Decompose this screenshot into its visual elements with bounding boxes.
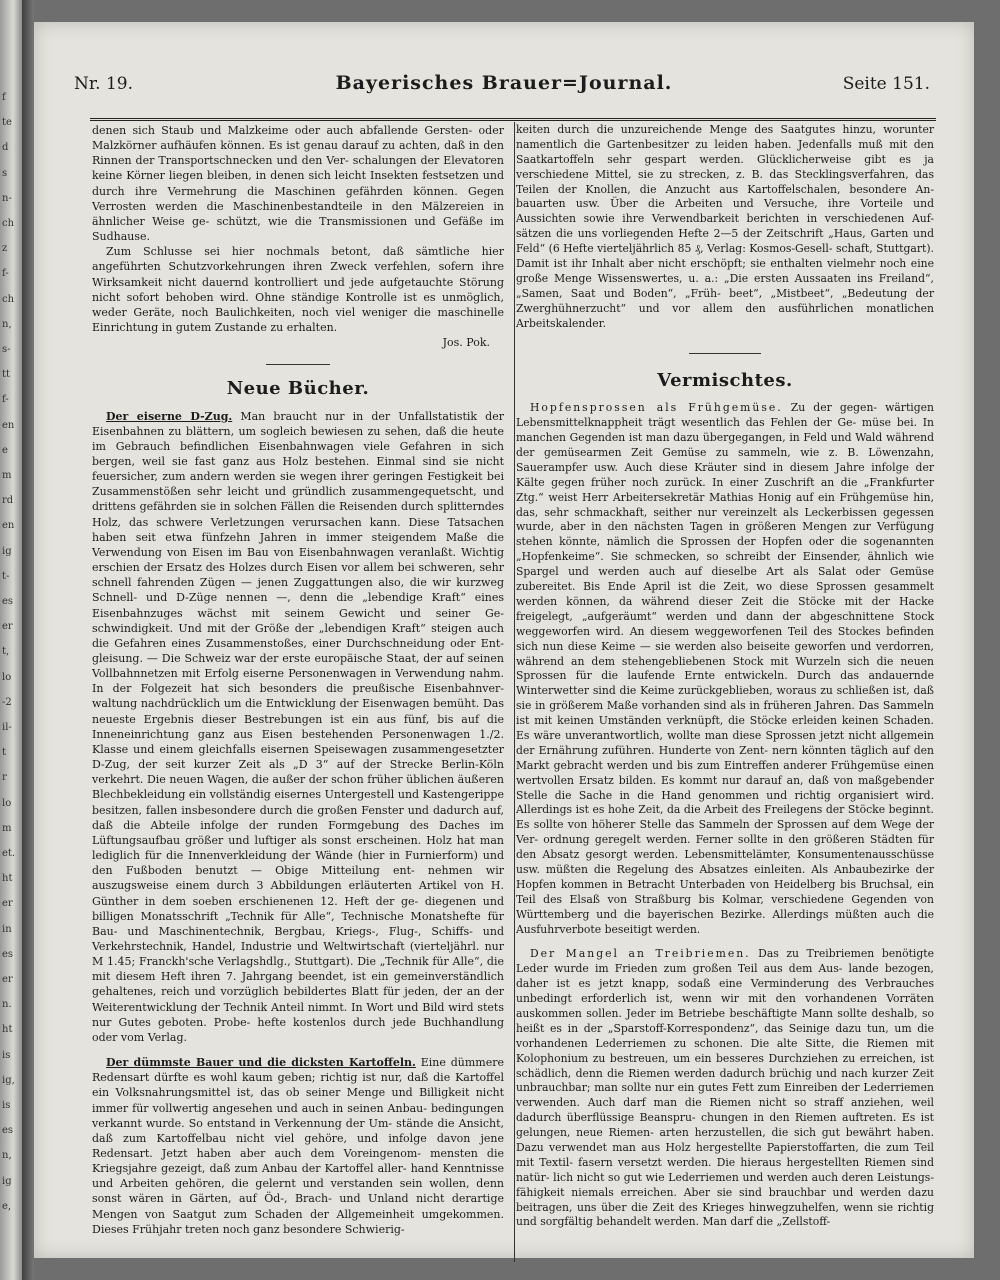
item-heading: Hopfensprossen als Frühgemüse. [530,401,783,415]
column-divider [514,122,515,1262]
adjacent-page-fragment: er [2,898,13,910]
adjacent-page-fragment: ht [2,873,13,885]
adjacent-page-fragment: n. [2,999,12,1011]
adjacent-page-fragment: rd [2,495,14,507]
item-heading: Der Mangel an Treibriemen. [530,947,751,961]
adjacent-page-fragment: r [2,772,7,784]
adjacent-page-fragment: es [2,948,14,960]
left-column [92,123,504,1237]
review-body: Man braucht nur in der Unfallstatistik der Eisenbahnen zu blättern, um sogleich bewiesen zu sehen, daß die heute im Gebrauch befindlichen Eisenbahnwagen viele Gefahren in sich bergen, weil sie fast ganz aus Holz bestehen. Einmal sind sie nicht feuersicher, zum andern werden sie wegen ihrer geringen Festigkeit bei Zusammenstößen sehr leicht und gründlich zusammengequetscht, und drittens gefährden sie in solchen Fällen die Reisenden durch splitterndes Holz, das schwere Verletzungen verursachen kann. Diese Tatsachen haben seit etwa fünfzehn Jahren in immer steigendem Maße die Verwendung von Eisen im Bau von Eisenbahnwagen veranlaßt. Wichtig erschien der Ersatz des Holzes durch Eisen vor allem bei schweren, sehr schnell fahrenden Zügen — jenen Zuggattungen also, die wir kurzweg Schnell- und D-Züge nennen —, denn die „lebendige Kraft“ eines Eisenbahnzuges wächst mit seinem Gewicht und seiner Ge- schwindigkeit. Und mit der Größe der „lebendigen Kraft“ steigen auch die Gefahren eines Zusammenstoßes, einer Durchschneidung oder Ent- gleisung. — Die Schweiz war der erste europäische Staat, der auf seinen Vollbahnnetzen mit Erfolg eiserne Personenwagen in Verwendung nahm. In der Folgezeit hat sich besonders die preußische Eisenbahnver- waltung nachdrücklich um die Entwicklung der Eisenwagen bemüht. Das neueste Ergebnis dieser Bestrebungen ist ein aus fünf, bis auf die Inneneinrichtung ganz aus Eisen bestehenden Personenwagen 1./2. Klasse und einem gleichfalls eisernen Speisewagen zusammengesetzter D-Zug, der seit kurzer Zeit als „D 3“ auf der Strecke Berlin-Köln verkehrt. Die neuen Wagen, die außer der schon früher üblichen äußeren Blechbekleidung ein vollständig eisernes Untergestell und Kastengerippe besitzen, fallen insbesondere durch die großen Fenster und dadurch auf, daß die Abteile infolge der runden Formgebung des Daches im Lüftungsaufbau größer und luftiger als sonst erscheinen. Holz hat man lediglich für die Innenverkleidung der Wände (hier in Furnierform) und den Fußboden benutzt — Obige Mitteilung ent- nehmen wir auszugsweise einem durch 3 Abbildungen erläuterten Artikel von H. Günther in dem soeben erschienenen 12. Heft der ge- diegenen und billigen Monatsschrift „Technik für Alle“, Technische Monatshefte für Bau- und Maschinentechnik, Bergbau, Kriegs-, Flug-, Schiffs- und Verkehrstechnik, Handel, Industrie und Weltwirtschaft (vierteljährl. nur M 1.45; Franckh'sche Verlagshdlg., Stuttgart). Die „Technik für Alle“, die mit diesem Heft ihren 7. Jahrgang beendet, ist ein gemeinverständlich gehaltenes, reich und vorzüglich bebildertes Blatt für jeden, der an der Weiterentwicklung der Technik Anteil nimmt. In Wort und Bild wird stets nur Gutes geboten. Probe- hefte kostenlos durch jede Buchhandlung oder vom Verlag. [92,409,504,1044]
adjacent-page-fragment: m [2,822,12,834]
news-item-hop-sprouts [516,401,934,937]
review-continuation: keiten durch die unzureichende Menge des Saatgutes hinzu, worunter namentlich die Gartenbesitzer zu leiden haben. Jedenfalls muß mit den Saatkartoffeln sehr gespart werden. Glücklicherweise gibt es ja verschiedene Mittel, sie zu strecken, z. B. das Stecklingsverfahren, das Teilen der Knollen, die Anzucht aus Kartoffelschalen, besondere An- bauarten usw. Über die Arbeiten und Versuche, ihre Vorteile und Aussichten sowie ihre Verwendbarkeit berichten in verschiedenen Auf- sätzen die uns vorliegenden Hefte 2—5 der Zeitschrift „Haus, Garten und Feld“ (6 Hefte vierteljährlich 85 ₰, Verlag: Kosmos-Gesell- schaft, Stuttgart). Damit ist ihr Inhalt aber nicht erschöpft; sie enthalten vielmehr noch eine große Menge Wissenswertes, u. a.: „Die ersten Aussaaten ins Freiland“, „Samen, Saat und Boden“, „Früh- beet“, „Mistbeet“, „Bedeutung der Zwerghühnerzucht“ und vor allem den ausführlichen monatlichen Arbeitskalender. [516,123,934,330]
adjacent-page-fragment: ch [2,293,15,305]
article-closing-paragraph: Zum Schlusse sei hier nochmals betont, daß sämtliche hier angeführten Schutzvorkehrungen ihren Zweck verfehlen, sofern ihre Wirksamkeit nicht dauernd kontrolliert und jede aufgetauchte Störung nicht sofort behoben wird. Ohne ständige Kontrolle ist es unmöglich, weder Geräte, noch Baulichkeiten, noch viel weniger die maschinelle Einrichtung in gutem Zustande zu erhalten. [92,245,504,335]
issue-number: Nr. 19. [74,74,133,94]
review-heading: Der dümmste Bauer und die dicksten Kartoffeln. [106,1056,416,1070]
adjacent-page-fragment: ig [2,1175,12,1187]
page-header [74,68,934,98]
adjacent-page-fragment: es [2,596,14,607]
adjacent-page-fragment: en [2,520,15,532]
adjacent-page-fragment: en [2,419,15,431]
adjacent-page-fragment: in [2,923,12,935]
adjacent-page-fragment: il- [2,722,12,733]
adjacent-page-fragment: n, [2,318,12,330]
adjacent-page-fragment: is [2,1100,11,1111]
adjacent-page-strip [0,0,22,1280]
adjacent-page-fragment: -2 [2,696,12,708]
book-review-iron-train [92,409,504,1046]
adjacent-page-fragment: er [2,974,13,985]
adjacent-page-fragment: f [2,92,6,103]
adjacent-page-fragment: ch [2,218,15,229]
adjacent-page-fragment: lo [2,671,12,683]
adjacent-page-fragment: m [2,470,12,481]
adjacent-page-fragment: e [2,444,8,456]
review-body: Eine dümmere Redensart dürfte es wohl kaum geben; richtig ist nur, daß die Kartoffel ein Volksnahrungsmittel ist, das ob seiner Menge und Billigkeit nicht immer für vollwertig angesehen und auch in seinen Anbau- bedingungen verkannt wurde. So entstand in Verkennung der Um- stände die Ansicht, daß zum Kartoffelbau nicht viel gehöre, und infolge davon jene Redensart. Jetzt haben aber auch dem Voreingenom- mensten die Kriegsjahre gezeigt, daß zum Anbau der Kartoffel aller- hand Kenntnisse und Arbeiten gehören, die gelernt und verstanden sein wollen, denn sonst wären in Gärten, auf Öd-, Brach- und Unland nicht derartige Mengen von Saatgut zum Schaden der Allgemeinheit umgekommen. Dieses Frühjahr treten noch ganz besondere Schwierig- [92,1056,504,1236]
adjacent-page-fragment: te [2,117,12,129]
adjacent-page-fragment: e, [2,1200,12,1212]
adjacent-page-fragment: t, [2,646,10,658]
adjacent-page-fragment: s- [2,344,11,355]
news-item-drive-belts [516,947,934,1230]
article-continuation: denen sich Staub und Malzkeime oder auch abfallende Gersten- oder Malzkörner aufhäufen können. Es ist genau darauf zu achten, daß in den Rinnen der Transportschnecken und den Ver- schalungen der Elevatoren keine Körner liegen bleiben, in denen sich leicht Insekten festsetzen und durch ihre Vermehrung die Maschinen gefährden können. Gegen Verrosten werden die Maschinenbestandteile in den Mälzereien in ähnlicher Weise ge- schützt, wie die Transmissionen und Gefäße im Sudhause. [92,124,504,244]
author-signature: Jos. Pok. [442,336,490,350]
header-rule [90,118,936,121]
newspaper-page [34,22,974,1258]
adjacent-page-fragment: f- [2,394,9,406]
adjacent-page-fragment: lo [2,797,12,809]
review-heading: Der eiserne D-Zug. [106,409,233,423]
adjacent-page-fragment: f- [2,268,9,280]
section-separator [689,353,761,354]
adjacent-page-fragment: es [2,1125,14,1137]
right-column [516,123,934,1230]
adjacent-page-fragment: tt [2,369,11,381]
adjacent-page-fragment: n, [2,1150,12,1162]
adjacent-page-fragment: t- [2,570,10,582]
adjacent-page-fragment: z [2,243,8,255]
adjacent-page-fragment: s [2,167,8,179]
adjacent-page-fragment: ig [2,545,12,557]
section-separator [266,364,330,365]
journal-title: Bayerisches Brauer=Journal. [335,72,673,94]
adjacent-page-fragment: n- [2,192,12,204]
adjacent-page-fragment: t [2,747,7,759]
book-review-potatoes [92,1055,504,1237]
section-heading-vermischtes: Vermischtes. [657,370,793,392]
section-heading-neue-buecher: Neue Bücher. [226,378,370,400]
page-number: Seite 151. [842,74,930,94]
adjacent-page-fragment: ht [2,1024,13,1036]
adjacent-page-fragment: et. [2,848,16,859]
adjacent-page-fragment: ig, [2,1074,15,1086]
adjacent-page-fragment: d [2,142,9,154]
item-body: Zu der gegen- wärtigen Lebensmittelknappheit trägt wesentlich das Fehlen der Ge- müse bei. In manchen Gegenden ist man dazu übergegangen, in Feld und Wald während der gemüsearmen Zeit Gemüse zu sammeln, wie z. B. Löwenzahn, Sauerampfer usw. Auch diese Kräuter sind in diesem Jahre infolge der Kälte gegen früher noch zurück. In einer Zuschrift an die „Frankfurter Ztg.“ weist Herr Arbeitersekretär Mathias Honig auf ein Frühgemüse hin, das, sehr schmackhaft, seither nur vereinzelt als Leckerbissen gegessen wurde, aber in den nächsten Tagen in größeren Mengen zur Verfügung stehen könnte, nämlich die Sprossen der Hopfen oder die sogenannten „Hopfenkeime“. Sie schmecken, so schreibt der Einsender, ähnlich wie Spargel und werden auch auf dieselbe Art als Salat oder Gemüse zubereitet. Bis Ende April ist die Zeit, wo diese Sprossen gesammelt werden können, da während dieser Zeit die Stöcke mit der Hacke freigelegt, „aufgeräumt“ werden und dann der abgeschnittene Stock weggeworfen wird. An diesem weggeworfenen Teil des Stockes befinden sich nun diese Keime — sie werden also beiseite geworfen und verdorren, während an dem stehengebliebenen Stock mit Wurzeln sich die neuen Sprossen für die laufende Ernte entwickeln. Durch das andauernde Winterwetter sind die Keime zurückgeblieben, woraus zu schließen ist, daß sie in größerem Maße vorhanden sind als in früheren Jahren. Das Sammeln ist mit keinen Umständen verknüpft, die Stöcke erleiden keinen Schaden. Es wäre unverantwortlich, wollte man diese Sprossen jetzt nicht allgemein der Ernährung zuführen. Hunderte von Zent- nern könnten täglich auf den Markt gebracht werden und bis zum Eintreffen anderer Frühgemüse einen wertvollen Ersatz bilden. Es kommt nur darauf an, daß von maßgebender Stelle die Sache in die Hand genommen und richtig organisiert wird. Allerdings ist es hohe Zeit, da die Arbeit des Freilegens der Stöcke beginnt. Es sollte von höherer Stelle das Sammeln der Sprossen auf dem Wege der Ver- ordnung geregelt werden. Ferner sollte in den größeren Städten für den Absatz gesorgt werden. Lebensmittelämter, Konsumentenausschüsse usw. müßten die Regelung des Absatzes einleiten. Als Anbaubezirke der Hopfen kommen in Betracht Unterbaden von Heidelberg bis Bruchsal, ein Teil des Elsaß von Straßburg bis Kolmar, verschiedene Gegenden von Württemberg und die bayerischen Bezirke. Allerdings müßten auch die Ausfuhrverbote beseitigt werden. [516,401,934,936]
adjacent-page-fragment: is [2,1049,11,1061]
book-gutter [22,0,34,1280]
item-body: Das zu Treibriemen benötigte Leder wurde im Frieden zum großen Teil aus dem Aus- lande bezogen, daher ist es jetzt knapp, sodaß eine Verminderung des Verbrauches unbedingt erforderlich ist, wenn wir mit den vorhandenen Vorräten auskommen sollen. Jeder im Betriebe beschäftigte Mann sollte deshalb, so heißt es in der „Sparstoff-Korrespondenz“, das Seinige dazu tun, um die vorhandenen Lederriemen zu schonen. Die alte Sitte, die Riemen mit Kolophonium zu bestreuen, um ein besseres Durchziehen zu erreichen, ist schädlich, denn die Riemen werden dadurch brüchig und nach kurzer Zeit unbrauchbar; man sollte nur ein gutes Fett zum Einreiben der Lederriemen verwenden. Auch darf man die Riemen nicht so straff anziehen, weil dadurch überflüssige Beanspru- chungen in den Riemen auftreten. Es ist gelungen, neue Riemen- arten herzustellen, die sich gut bewährt haben. Dazu verwendet man aus Holz hergestellte Papierstoffarten, die zum Teil mit Textil- fasern versetzt werden. Die hieraus hergestellten Riemen sind natür- lich nicht so gut wie Lederriemen und werden auch deren Leistungs- fähigkeit niemals erreichen. Aber sie sind brauchbar und werden dazu beitragen, uns über die Zeit des Krieges hinwegzuhelfen, wenn sie richtig und sorgfältig behandelt werden. Man darf die „Zellstoff- [516,947,935,1229]
adjacent-page-fragment: er [2,621,13,633]
